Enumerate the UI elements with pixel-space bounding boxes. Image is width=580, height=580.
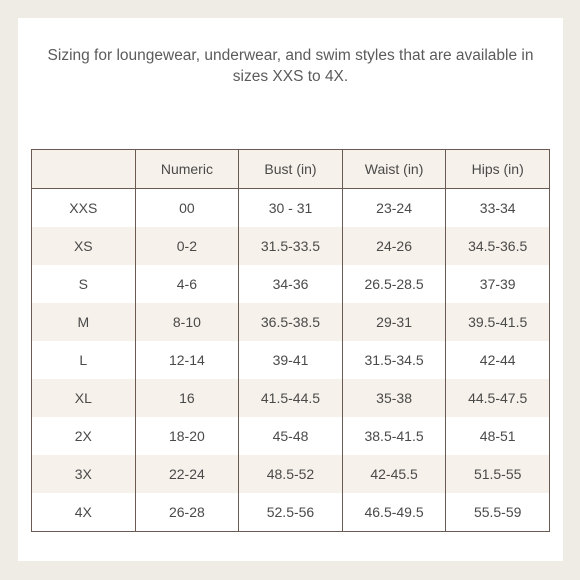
header-numeric: Numeric [135,150,239,189]
size-cell: XXS [32,189,136,228]
table-row [32,265,550,303]
hips-cell: 48-51 [446,417,550,455]
numeric-cell: 4-6 [135,265,239,303]
bust-cell: 41.5-44.5 [239,379,343,417]
table-body [32,189,550,532]
hips-cell: 37-39 [446,265,550,303]
table-header [32,150,550,189]
numeric-cell: 18-20 [135,417,239,455]
hips-cell: 44.5-47.5 [446,379,550,417]
size-cell: 3X [32,455,136,493]
header-hips: Hips (in) [446,150,550,189]
header-bust: Bust (in) [239,150,343,189]
table-row [32,379,550,417]
bust-cell: 30 - 31 [239,189,343,228]
table-row [32,417,550,455]
bust-cell: 52.5-56 [239,493,343,532]
hips-cell: 42-44 [446,341,550,379]
size-cell: M [32,303,136,341]
table-row [32,189,550,228]
waist-cell: 29-31 [342,303,446,341]
bust-cell: 48.5-52 [239,455,343,493]
hips-cell: 51.5-55 [446,455,550,493]
size-cell: S [32,265,136,303]
waist-cell: 42-45.5 [342,455,446,493]
hips-cell: 55.5-59 [446,493,550,532]
numeric-cell: 22-24 [135,455,239,493]
size-chart-card [18,18,563,561]
hips-cell: 34.5-36.5 [446,227,550,265]
table-row [32,303,550,341]
size-cell: XL [32,379,136,417]
hips-cell: 33-34 [446,189,550,228]
waist-cell: 31.5-34.5 [342,341,446,379]
numeric-cell: 12-14 [135,341,239,379]
numeric-cell: 16 [135,379,239,417]
header-size [32,150,136,189]
waist-cell: 38.5-41.5 [342,417,446,455]
numeric-cell: 0-2 [135,227,239,265]
waist-cell: 24-26 [342,227,446,265]
size-chart-intro: Sizing for loungewear, underwear, and swim styles that are available in sizes XXS to 4X. [47,47,534,85]
waist-cell: 46.5-49.5 [342,493,446,532]
table-row [32,227,550,265]
bust-cell: 45-48 [239,417,343,455]
numeric-cell: 26-28 [135,493,239,532]
waist-cell: 35-38 [342,379,446,417]
size-cell: 2X [32,417,136,455]
size-cell: 4X [32,493,136,532]
bust-cell: 31.5-33.5 [239,227,343,265]
numeric-cell: 8-10 [135,303,239,341]
size-cell: L [32,341,136,379]
table-row [32,493,550,532]
bust-cell: 39-41 [239,341,343,379]
table-row [32,341,550,379]
waist-cell: 23-24 [342,189,446,228]
size-chart-table [31,149,550,532]
bust-cell: 36.5-38.5 [239,303,343,341]
header-row [32,150,550,189]
hips-cell: 39.5-41.5 [446,303,550,341]
bust-cell: 34-36 [239,265,343,303]
table-row [32,455,550,493]
numeric-cell: 00 [135,189,239,228]
waist-cell: 26.5-28.5 [342,265,446,303]
size-cell: XS [32,227,136,265]
header-waist: Waist (in) [342,150,446,189]
